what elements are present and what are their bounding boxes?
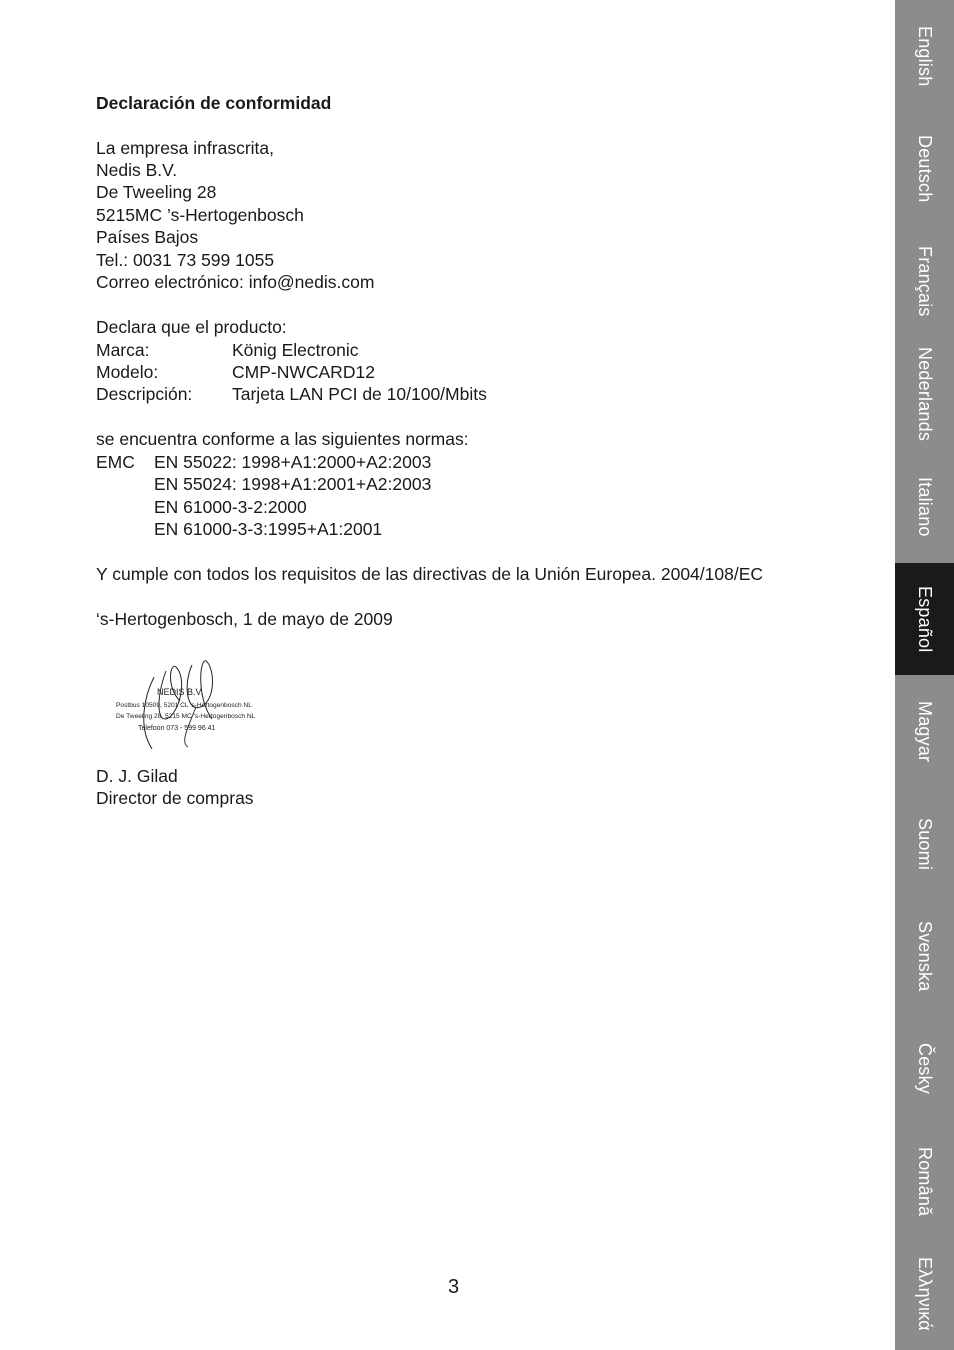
language-tab-deutsch[interactable] [895,113,954,225]
product-label: Marca: [96,340,150,360]
standard-item: EN 55024: 1998+A1:2001+A2:2003 [154,474,432,494]
stamp-line: Postbus 10509, 5201 CL 's-Hertogenbosch NL [116,702,252,709]
stamp-line: NEDIS B.V. [157,687,204,697]
product-row [96,339,358,361]
address-line: La empresa infrascrita, [96,138,274,158]
product-label: Modelo: [96,362,159,382]
standard-row [96,496,307,518]
standard-row [96,518,382,540]
signer-name: D. J. Gilad [96,766,178,786]
language-tab-label: Suomi [915,817,935,871]
document-title: Declaración de conformidad [96,93,332,113]
language-tab-label: Français [915,246,935,317]
product-value: Tarjeta LAN PCI de 10/100/Mbits [232,384,487,404]
signer-title: Director de compras [96,788,254,808]
compliance-text: Y cumple con todos los requisitos de las directivas de la Unión Europea. 2004/108/EC [96,564,764,584]
conforms-text: se encuentra conforme a las siguientes normas: [96,429,469,449]
product-value: CMP-NWCARD12 [232,362,375,382]
product-label: Descripción: [96,384,193,404]
language-tab-romana[interactable] [895,1125,954,1238]
standard-item: EN 61000-3-2:2000 [154,497,307,517]
stamp-line: De Tweeling 28, 5215 MC 's-Hertogenbosch NL [116,713,256,720]
language-tab-label: Ελληνικά [915,1257,935,1331]
address-line: Nedis B.V. [96,160,178,180]
language-tab-italiano[interactable] [895,450,954,563]
language-tab-suomi[interactable] [895,788,954,900]
standard-row [96,451,431,473]
language-tab-label: Svenska [915,921,935,992]
language-tab-label: Español [915,585,935,653]
place-date: ‘s-Hertogenbosch, 1 de mayo de 2009 [96,609,393,629]
language-tab-label: English [915,26,935,87]
product-row [96,383,487,405]
standard-row [96,473,431,495]
language-tab-ellinika[interactable] [895,1238,954,1350]
stamp-line: Telefoon 073 - 599 96 41 [138,725,216,732]
standard-item: EN 61000-3-3:1995+A1:2001 [154,519,383,539]
address-line: De Tweeling 28 [96,182,217,202]
language-sidebar [895,0,954,1350]
language-tab-magyar[interactable] [895,675,954,788]
language-tab-nederlands[interactable] [895,338,954,450]
language-tab-label: Nederlands [915,346,935,442]
language-tab-francais[interactable] [895,225,954,338]
language-tab-label: Română [915,1146,935,1217]
product-row [96,361,375,383]
declares-text: Declara que el producto: [96,317,287,337]
language-tab-label: Česky [915,1043,935,1095]
address-line: Países Bajos [96,227,199,247]
product-value: König Electronic [232,340,359,360]
emc-label: EMC [96,452,135,472]
language-tab-svenska[interactable] [895,900,954,1013]
address-line: Correo electrónico: info@nedis.com [96,272,375,292]
language-tab-label: Italiano [915,476,935,537]
standard-item: EN 55022: 1998+A1:2000+A2:2003 [154,452,432,472]
language-tab-espanol[interactable] [895,563,954,675]
address-line: Tel.: 0031 73 599 1055 [96,250,275,270]
signature-stamp [96,657,276,759]
language-tab-cesky[interactable] [895,1013,954,1125]
language-tab-label: Deutsch [915,135,935,203]
page-number: 3 [448,1276,460,1298]
language-tab-english[interactable] [895,0,954,113]
language-tab-label: Magyar [915,700,935,763]
address-line: 5215MC ’s-Hertogenbosch [96,205,304,225]
